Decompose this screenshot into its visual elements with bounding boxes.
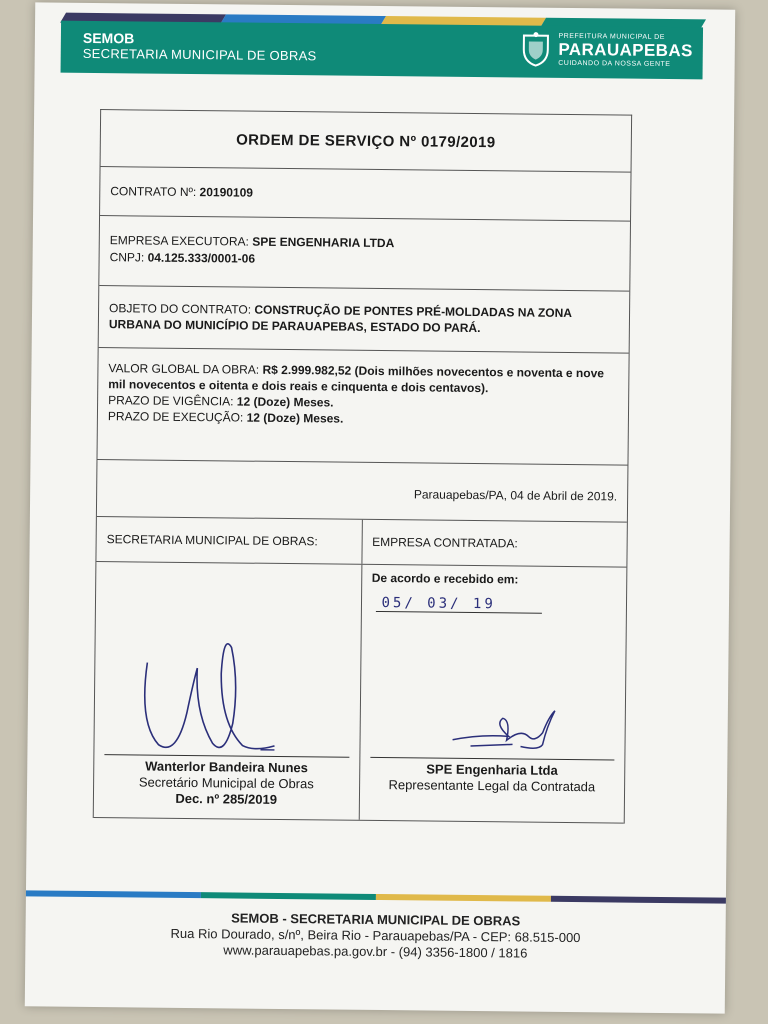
footer-stripes	[26, 890, 726, 903]
stripe	[201, 892, 376, 900]
letterhead-left	[83, 30, 317, 63]
footer	[25, 908, 725, 963]
document-sheet	[25, 2, 735, 1013]
value-amount: R$ 2.999.982,52 (Dois milhões novecentos e noventa e nove mil novecentos e oitenta e dois reais e cinquenta e dois centavos).	[108, 362, 605, 396]
signature-header	[96, 517, 626, 568]
footer-title: SEMOB - SECRETARIA MUNICIPAL DE OBRAS	[231, 910, 521, 929]
letterhead-abbr: SEMOB	[82, 29, 135, 47]
stripe	[26, 890, 201, 898]
document-title: ORDEM DE SERVIÇO Nº 0179/2019	[236, 130, 496, 151]
footer-address: Rua Rio Dourado, s/nº, Beira Rio - Parauapebas/PA - CEP: 68.515-000	[170, 925, 581, 946]
empresa-signature-block	[359, 565, 626, 823]
signature-spe	[450, 706, 571, 757]
secretaria-heading: SECRETARIA MUNICIPAL DE OBRAS:	[96, 517, 362, 564]
company-name: SPE ENGENHARIA LTDA	[252, 234, 395, 251]
municipal-logo	[518, 31, 693, 69]
coat-of-arms-icon	[518, 31, 552, 67]
signer-role: Secretário Municipal de Obras	[138, 774, 314, 792]
signer-name: Wanterlor Bandeira Nunes	[145, 758, 308, 776]
execution-value: 12 (Doze) Meses.	[246, 410, 344, 426]
date-row	[97, 460, 628, 523]
contract-label: CONTRATO Nº:	[110, 184, 197, 200]
validity-label: PRAZO DE VIGÊNCIA:	[108, 393, 234, 409]
stripe	[551, 896, 726, 904]
signature-line	[370, 757, 614, 761]
signature-wanterlor	[124, 632, 295, 759]
execution-label: PRAZO DE EXECUÇÃO:	[107, 409, 244, 425]
contract-number: 20190109	[199, 185, 254, 200]
validity-value: 12 (Doze) Meses.	[236, 394, 334, 410]
signature-body	[94, 562, 627, 824]
letterhead-name: SECRETARIA MUNICIPAL DE OBRAS	[82, 45, 317, 64]
received-label: De acordo e recebido em:	[371, 570, 519, 587]
cnpj-label: CNPJ:	[109, 250, 145, 265]
company-signer-name: SPE Engenharia Ltda	[426, 761, 558, 778]
logo-slogan: CUIDANDO DA NOSSA GENTE	[558, 59, 671, 69]
company-row	[99, 216, 630, 292]
stripe	[376, 894, 551, 902]
object-value: CONSTRUÇÃO DE PONTES PRÉ-MOLDADAS NA ZONA URBANA DO MUNICÍPIO DE PARAUAPEBAS, ESTADO DO PARÁ.	[108, 302, 572, 336]
secretaria-signer	[94, 758, 359, 809]
logo-city: PARAUAPEBAS	[558, 39, 693, 61]
object-label: OBJETO DO CONTRATO:	[109, 301, 252, 317]
secretaria-signature-block	[94, 562, 362, 820]
cnpj-value: 04.125.333/0001-06	[147, 250, 256, 266]
letterhead	[61, 21, 704, 80]
value-label: VALOR GLOBAL DA OBRA:	[108, 361, 260, 377]
service-order-form	[93, 109, 632, 824]
value-row	[97, 348, 628, 466]
footer-contact: www.parauapebas.pa.gov.br - (94) 3356-1800 / 1816	[223, 942, 528, 961]
empresa-heading: EMPRESA CONTRATADA:	[372, 534, 518, 551]
object-row	[99, 286, 630, 354]
date-place: Parauapebas/PA, 04 de Abril de 2019.	[413, 487, 618, 504]
logo-prefix: PREFEITURA MUNICIPAL DE	[558, 32, 665, 41]
company-signer-role: Representante Legal da Contratada	[388, 777, 596, 795]
company-label: EMPRESA EXECUTORA:	[109, 233, 250, 249]
contract-row	[100, 167, 630, 222]
received-date: 05/ 03/ 19	[375, 595, 541, 614]
title-row	[101, 110, 632, 173]
empresa-signer	[360, 761, 625, 796]
signer-decree: Dec. nº 285/2019	[175, 790, 278, 807]
